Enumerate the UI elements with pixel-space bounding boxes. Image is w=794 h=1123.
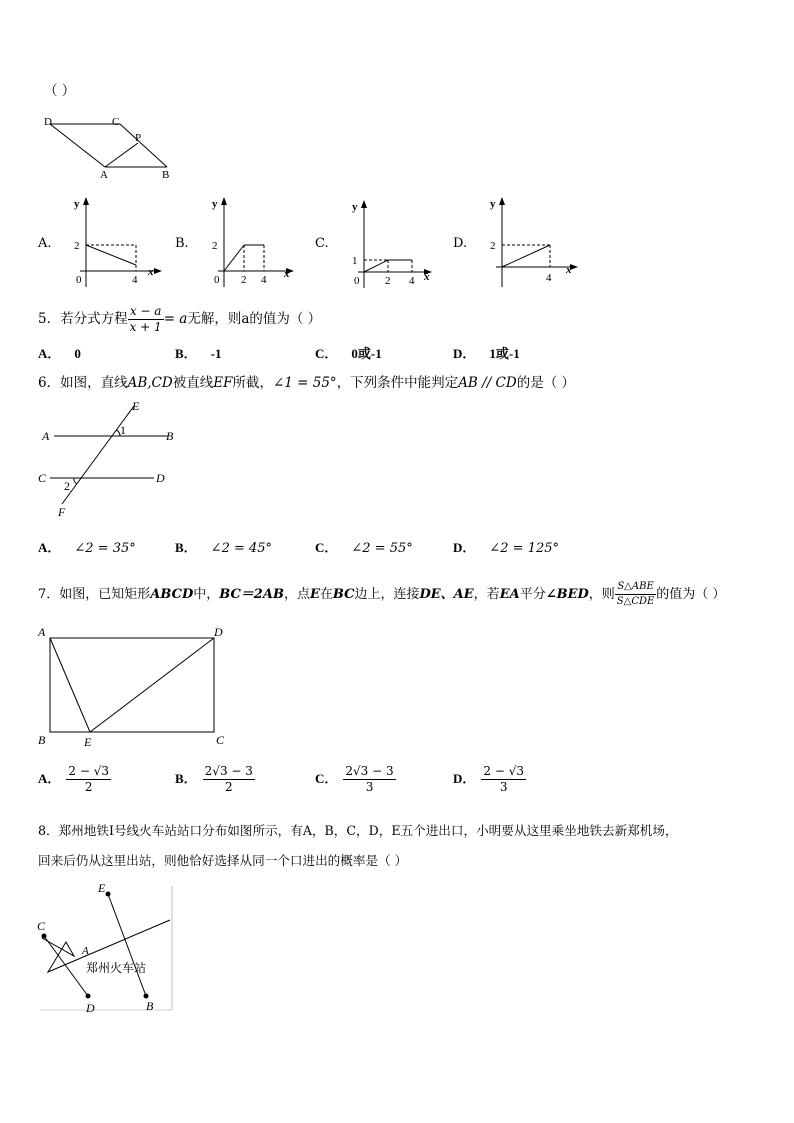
q8-label-c: C [37,919,46,933]
q4-option-b-graph [204,195,304,293]
svg-text:x: x [566,264,572,276]
svg-text:4: 4 [132,274,138,286]
q8-label-b: B [146,999,154,1013]
svg-text:y: y [74,198,80,210]
q7-label-b: B [38,733,46,747]
q4-option-c-graph [344,198,440,293]
q4-label-a: A [100,169,108,181]
q6-label-e: E [132,399,140,413]
svg-text:4: 4 [546,272,552,284]
q6-angle-1: 1 [120,423,126,437]
q4-parallelogram-figure [40,112,180,182]
q6-option-a[interactable]: A． ∠2 = 35° [38,540,136,556]
svg-text:y: y [352,201,358,213]
q5-fraction: $\frac{x - a}{x + 1}$ [129,304,162,334]
q4-option-d-letter[interactable]: D. [453,236,468,251]
q6-label-a: A [42,429,50,443]
q7-option-a[interactable]: A． $\frac{2 - √3}{2}$ [38,764,109,794]
q5-option-b[interactable]: B． -1 [175,346,222,361]
q6-label-d: D [156,471,165,485]
q6-stem: 6．如图，直线AB,CD被直线EF所截，∠1 = 55°，下列条件中能判定AB // CD的是（ ） [38,375,575,391]
svg-text:y: y [490,198,496,210]
q6-option-b[interactable]: B． ∠2 = 45° [175,540,273,556]
q4-label-b: B [162,169,170,181]
q4-option-a-graph [66,195,166,293]
q8-stem-line2: 回来后仍从这里出站，则他恰好选择从同一个口进出的概率是（ ） [38,853,408,868]
q7-option-b[interactable]: B． $\frac{2√3 - 3}{2}$ [175,764,253,794]
q4-label-p: P [135,132,142,144]
svg-text:2: 2 [74,240,80,252]
svg-text:x: x [148,266,154,278]
svg-text:2: 2 [490,240,496,252]
q4-option-b-letter[interactable]: B. [175,236,189,251]
svg-text:2: 2 [385,275,391,287]
q7-label-d: D [214,625,223,639]
q5-option-c[interactable]: C． 0或-1 [315,346,382,361]
svg-text:x: x [424,271,430,283]
q6-label-f: F [58,505,66,519]
q4-label-c: C [112,116,120,128]
q7-option-d[interactable]: D． $\frac{2 - √3}{3}$ [453,764,524,794]
q4-option-a-letter[interactable]: A. [38,236,52,251]
q7-label-c: C [216,733,225,747]
svg-text:y: y [212,198,218,210]
q8-label-d: D [86,1001,95,1015]
q5-option-d[interactable]: D． 1或-1 [453,346,520,361]
svg-text:4: 4 [261,274,267,286]
q6-angle-2: 2 [64,479,70,493]
q7-area-ratio: $\frac{\text{S△ABE}}{\text{S△CDE}}$ [616,581,655,607]
q8-label-e: E [98,881,106,895]
svg-text:x: x [284,268,290,280]
q8-stem-line1: 8．郑州地铁Ⅰ号线火车站站口分布如图所示，有A，B，C，D，E五个进出口，小明要从这里乘坐地铁去新郑机场， [38,823,678,838]
q7-label-e: E [84,735,92,749]
q6-label-c: C [38,471,47,485]
q4-option-d-graph [482,195,582,293]
q5-option-a[interactable]: A． 0 [38,346,81,361]
q6-label-b: B [166,429,174,443]
svg-text:0: 0 [76,274,82,286]
svg-text:1: 1 [352,255,358,267]
svg-text:4: 4 [409,275,415,287]
q7-stem: 7．如图，已知矩形ABCD中，BC＝2AB，点E在BC边上，连接DE、AE，若EA平分∠BED，则 $\frac{\text{S△ABE}}{\text{S△CDE}}$ 的值为（ ） [38,581,726,607]
q4-label-d: D [44,116,52,128]
q7-label-a: A [38,625,46,639]
q7-option-c[interactable]: C． $\frac{2√3 - 3}{3}$ [315,764,394,794]
svg-text:2: 2 [212,240,218,252]
q4-option-c-letter[interactable]: C. [315,236,329,251]
q5-stem: 5．若分式方程 $\frac{x - a}{x + 1}$ = a无解，则a的值为（ ） [38,304,322,334]
q7-rectangle-figure [36,624,236,750]
svg-text:0: 0 [214,274,220,286]
q8-label-a: A [82,945,89,957]
q6-parallel-lines-figure [36,396,186,520]
q6-option-c[interactable]: C． ∠2 = 55° [315,540,413,556]
svg-text:0: 0 [354,275,360,287]
q6-option-d[interactable]: D． ∠2 = 125° [453,540,560,556]
q8-station-name: 郑州火车站 [86,961,147,975]
q8-station-map-figure [34,880,180,1016]
q4-answer-bracket: （ ） [44,83,76,99]
svg-text:2: 2 [241,274,247,286]
